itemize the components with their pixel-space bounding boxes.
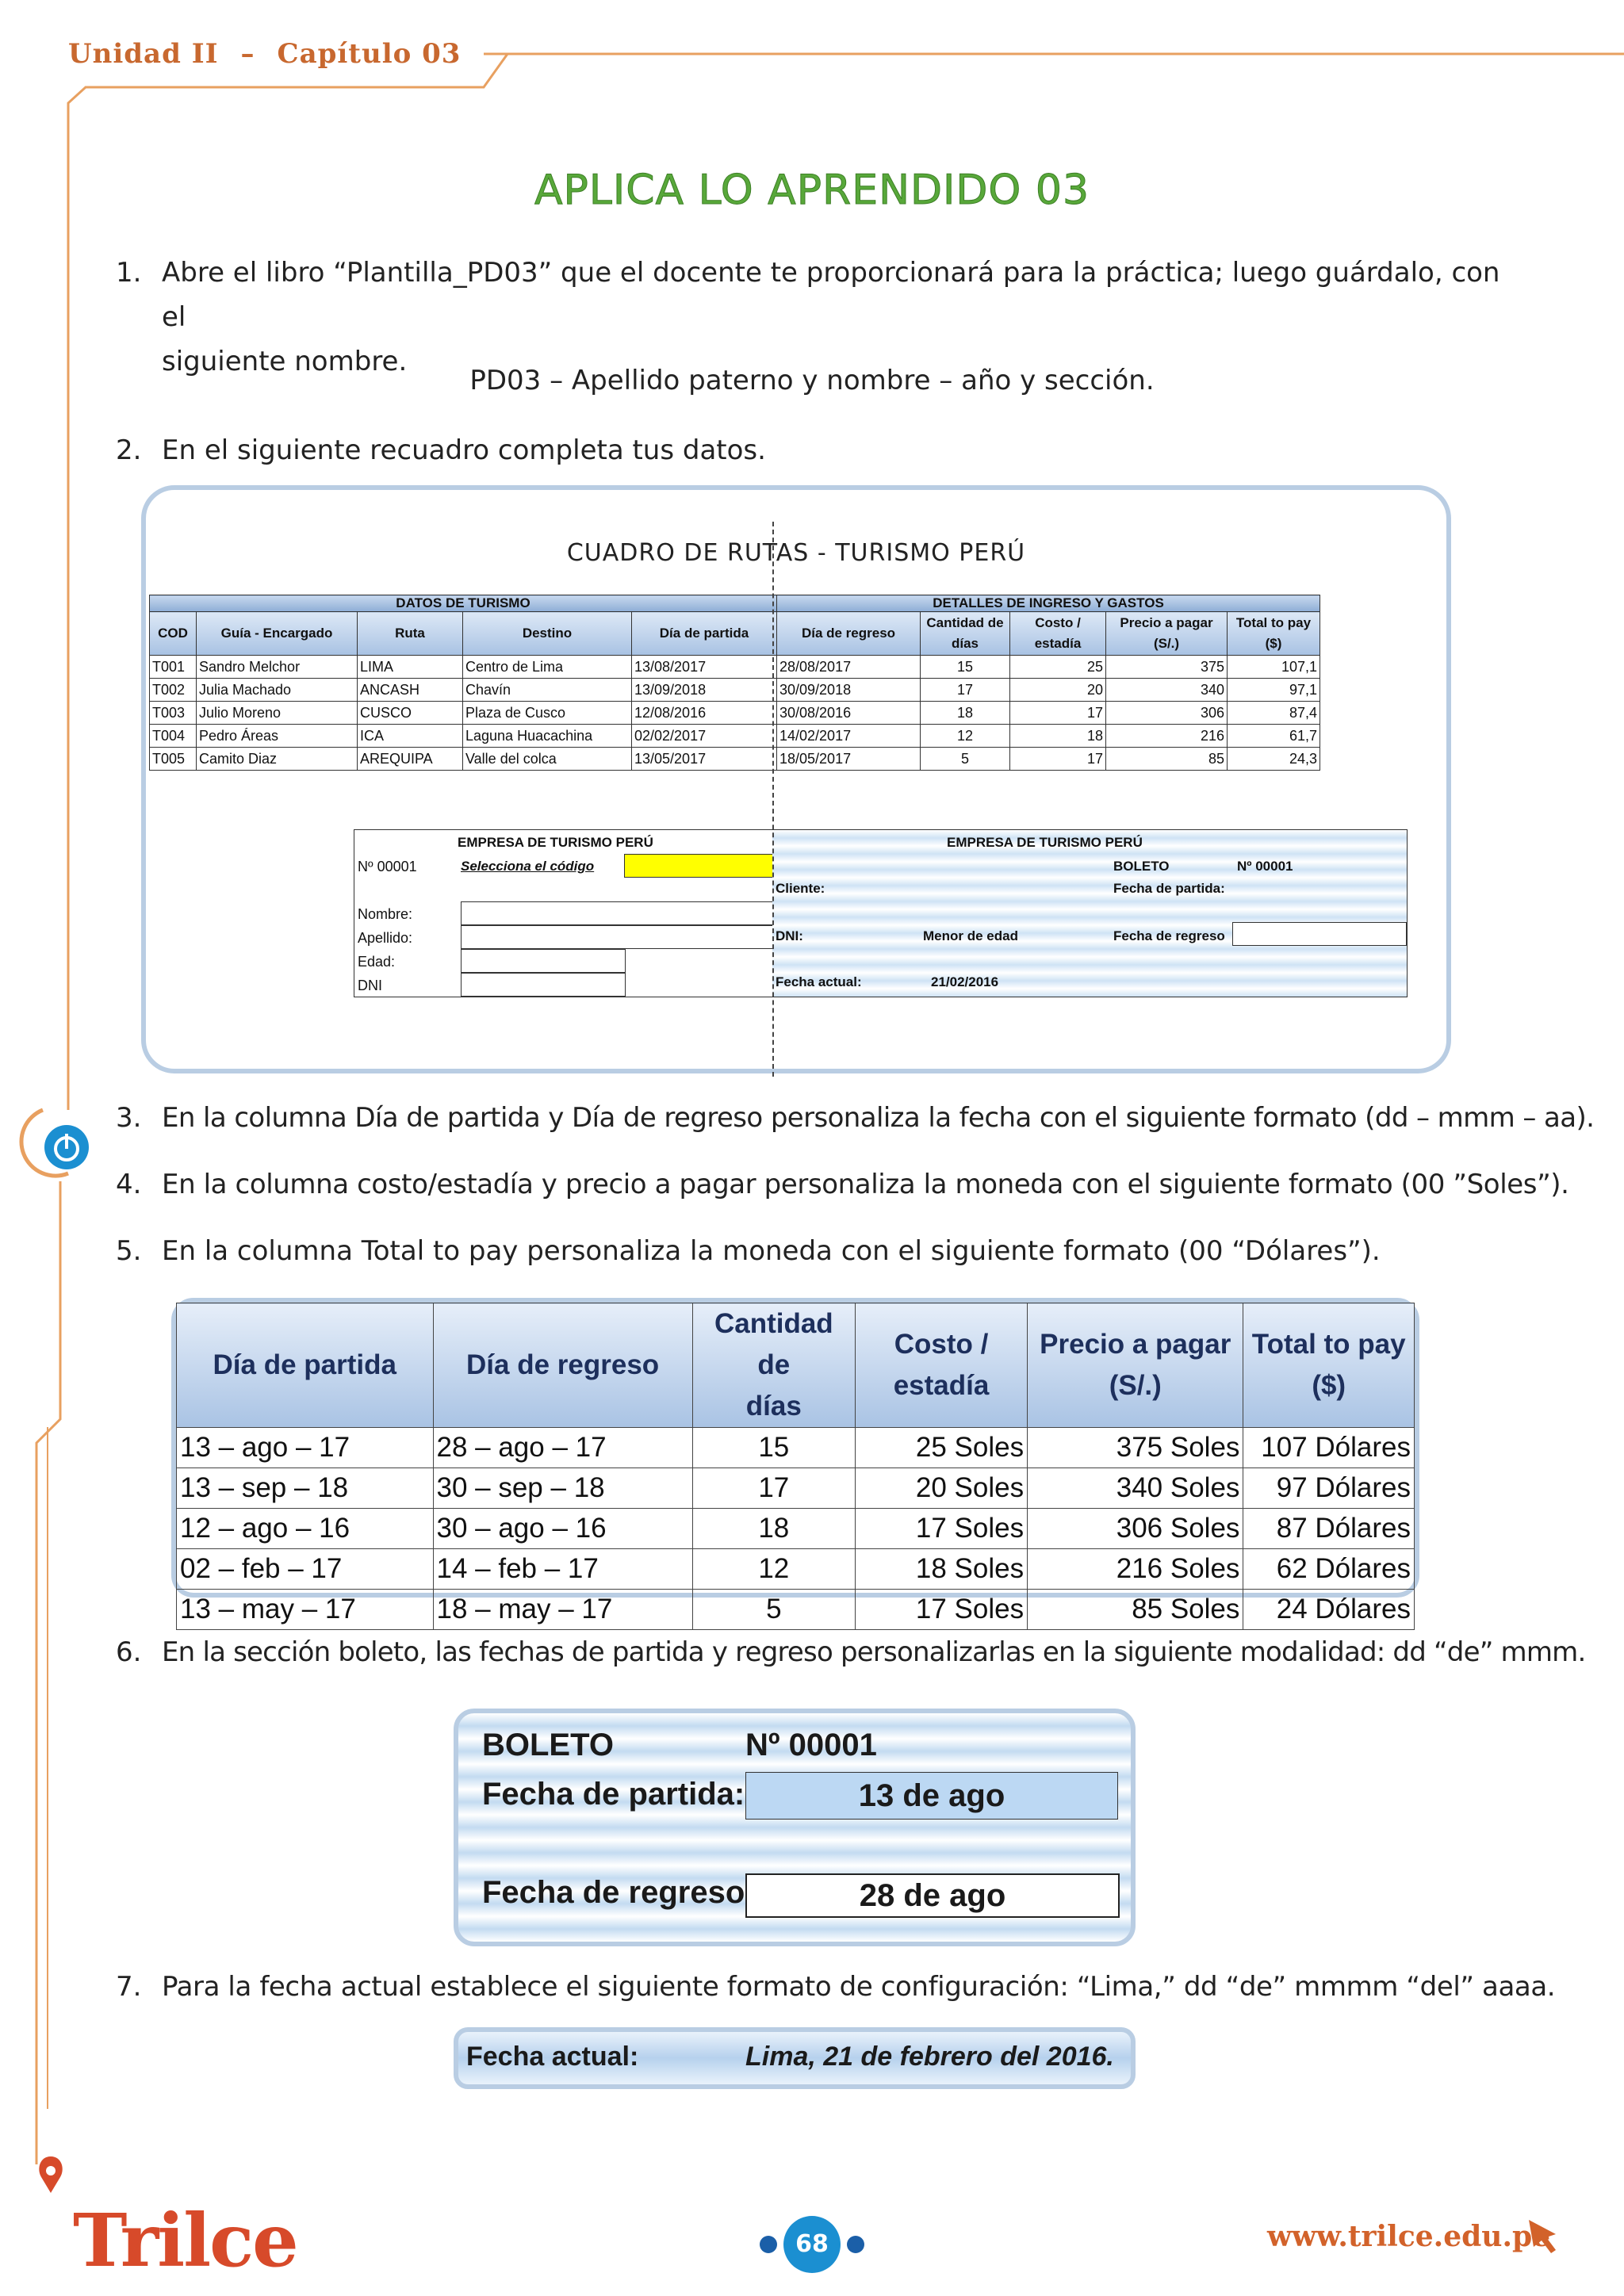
cell: 18 [692,1509,855,1549]
cell: 306 [1106,702,1228,725]
header-separator: – [240,38,255,70]
fecha-actual-example [454,2027,1136,2089]
apellido-label: Apellido: [358,930,413,946]
cell: Valle del colca [463,748,632,771]
col-header: Ruta [358,612,463,656]
routes-table [149,595,1320,771]
page-dot-left [760,2236,777,2253]
cell: 12 [921,725,1010,748]
cell: 02 – feb – 17 [177,1549,434,1590]
fecha-regreso-cell [1232,922,1407,946]
group-header-datos: DATOS DE TURISMO [150,595,777,612]
form-number: Nº 00001 [358,859,417,874]
cell: 87,4 [1228,702,1320,725]
cell: 12 – ago – 16 [177,1509,434,1549]
cell: 12/08/2016 [632,702,777,725]
item-6 [116,1630,1586,1674]
item-number: 6. [116,1636,142,1668]
cell: 15 [921,656,1010,679]
filename-format: PD03 – Apellido paterno y nombre – año y sección. [469,365,1155,396]
col-header: Precio a pagar (S/.) [1106,612,1228,656]
col-header: Cantidad de días [692,1303,855,1428]
cell: Julia Machado [197,679,358,702]
item-number: 4. [116,1169,142,1200]
item-number: 1. [116,257,142,289]
table-row [150,748,1320,771]
cell: 107,1 [1228,656,1320,679]
website-link[interactable]: www.trilce.edu.pe [1267,2220,1551,2253]
item-number: 3. [116,1102,142,1134]
table-row [150,725,1320,748]
table-row [177,1428,1415,1468]
registration-form [354,829,774,997]
cell: 216 [1106,725,1228,748]
col-header: Guía - Encargado [197,612,358,656]
cell: AREQUIPA [358,748,463,771]
chapter-label: Capítulo 03 [277,38,462,70]
cell: 97,1 [1228,679,1320,702]
dni-input[interactable] [461,973,626,997]
cell: 17 [1010,702,1106,725]
cell: 216 Soles [1028,1549,1243,1590]
cell: 18 – may – 17 [433,1590,692,1630]
formatted-dates-table [176,1303,1415,1630]
cell: Julio Moreno [197,702,358,725]
regreso-value: 28 de ago [745,1873,1120,1918]
cell: 12 [692,1549,855,1590]
cell: 14/02/2017 [777,725,921,748]
cell: 107 Dólares [1243,1428,1415,1468]
cell: 18 [921,702,1010,725]
spreadsheet-screenshot [141,485,1451,1073]
cell: Sandro Melchor [197,656,358,679]
cell: 20 Soles [855,1468,1027,1509]
item-number: 2. [116,434,142,466]
item-2 [116,428,766,473]
cell: 18 Soles [855,1549,1027,1590]
col-header: Día de regreso [777,612,921,656]
col-header: Total to pay ($) [1243,1303,1415,1428]
cell: 25 Soles [855,1428,1027,1468]
cell: 5 [692,1590,855,1630]
col-header: Precio a pagar (S/.) [1028,1303,1243,1428]
cell: CUSCO [358,702,463,725]
cell: T003 [150,702,197,725]
ticket-dni-label: DNI: [776,928,803,943]
cell: 28 – ago – 17 [433,1428,692,1468]
cell: 13/08/2017 [632,656,777,679]
cell: Camito Diaz [197,748,358,771]
table-row [177,1468,1415,1509]
page-break-line [772,522,774,1077]
cell: 13/05/2017 [632,748,777,771]
cell: 14 – feb – 17 [433,1549,692,1590]
cell: 61,7 [1228,725,1320,748]
cell: ANCASH [358,679,463,702]
edad-label: Edad: [358,954,396,970]
boleto-label: BOLETO [482,1728,614,1762]
formatted-table [171,1298,1419,1624]
cell: 17 Soles [855,1590,1027,1630]
cell: Plaza de Cusco [463,702,632,725]
cell: 306 Soles [1028,1509,1243,1549]
cell: 30 – ago – 16 [433,1509,692,1549]
col-header: Día de partida [177,1303,434,1428]
dni-label: DNI [358,978,382,993]
item-text-line1: Abre el libro “Plantilla_PD03” que el docente te proporcionará para la práctica; luego guárdalo, con el [162,257,1500,333]
cell: 18/05/2017 [777,748,921,771]
cell: 30 – sep – 18 [433,1468,692,1509]
fecha-value: Lima, 21 de febrero del 2016. [745,2042,1114,2072]
cell: 13 – may – 17 [177,1590,434,1630]
page-title: APLICA LO APRENDIDO 03 [534,166,1090,214]
regreso-label: Fecha de regreso [482,1875,745,1910]
cell: 13 – sep – 18 [177,1468,434,1509]
col-header: Destino [463,612,632,656]
cell: 85 [1106,748,1228,771]
cell: 20 [1010,679,1106,702]
cell: Chavín [463,679,632,702]
item-number: 5. [116,1235,142,1267]
page-dot-right [847,2236,864,2253]
cell: Pedro Áreas [197,725,358,748]
cell: 340 Soles [1028,1468,1243,1509]
cell: 18 [1010,725,1106,748]
apellido-input[interactable] [461,925,773,949]
cell: 30/09/2018 [777,679,921,702]
item-4 [116,1162,1569,1207]
item-text: En la sección boleto, las fechas de partida y regreso personalizarlas en la siguiente modalidad: dd “de” mmm. [162,1636,1586,1668]
col-header: Costo / estadía [1010,612,1106,656]
fecha-actual-label: Fecha actual: [776,974,862,989]
cell: 17 Soles [855,1509,1027,1549]
cell: 375 [1106,656,1228,679]
cliente-label: Cliente: [776,881,825,896]
partida-value: 13 de ago [745,1772,1118,1820]
cell: 17 [692,1468,855,1509]
cell: T004 [150,725,197,748]
partida-label: Fecha de partida: [482,1777,745,1812]
cell: ICA [358,725,463,748]
unit-label: Unidad II [68,38,219,70]
cell: T005 [150,748,197,771]
col-header: Costo / estadía [855,1303,1027,1428]
table-row [150,679,1320,702]
fecha-regreso-label: Fecha de regreso [1113,928,1225,943]
sheet-title: CUADRO DE RUTAS - TURISMO PERÚ [566,539,1026,567]
cell: 30/08/2016 [777,702,921,725]
table-row [177,1509,1415,1549]
col-header: COD [150,612,197,656]
boleto-number: Nº 00001 [745,1728,877,1762]
item-5 [116,1229,1381,1273]
col-header: Día de regreso [433,1303,692,1428]
col-header: Día de partida [632,612,777,656]
cell: 24 Dólares [1243,1590,1415,1630]
col-header: Cantidad de días [921,612,1010,656]
item-number: 7. [116,1971,142,2003]
table-row [150,702,1320,725]
fecha-partida-label: Fecha de partida: [1113,881,1225,896]
cell: LIMA [358,656,463,679]
cell: 02/02/2017 [632,725,777,748]
table-row [177,1549,1415,1590]
item-text: En el siguiente recuadro completa tus datos. [162,434,766,466]
select-code-label: Selecciona el código [461,859,595,874]
ticket-boleto-label: BOLETO [1113,859,1170,874]
cell: T002 [150,679,197,702]
form-company: EMPRESA DE TURISMO PERÚ [458,835,653,850]
chapter-header [68,38,461,70]
trilce-logo: Trilce [73,2198,297,2283]
cell: 17 [1010,748,1106,771]
ticket-preview [772,829,1408,997]
item-3 [116,1096,1595,1140]
item-1 [116,251,1502,384]
cell: 13/09/2018 [632,679,777,702]
cell: 340 [1106,679,1228,702]
cell: 24,3 [1228,748,1320,771]
item-text: En la columna Total to pay personaliza la moneda con el siguiente formato (00 “Dólares”). [162,1235,1381,1267]
cell: 25 [1010,656,1106,679]
item-text: Para la fecha actual establece el siguiente formato de configuración: “Lima,” dd “de” mmmm “del” aaaa. [162,1971,1556,2003]
item-text: En la columna Día de partida y Día de regreso personaliza la fecha con el siguiente formato (dd – mmm – aa). [162,1102,1595,1134]
item-text-line2: siguiente nombre. [162,346,408,377]
cell: T001 [150,656,197,679]
table-row [177,1590,1415,1630]
col-header: Total to pay ($) [1228,612,1320,656]
cell: 87 Dólares [1243,1509,1415,1549]
fecha-label: Fecha actual: [466,2042,639,2072]
cell: Centro de Lima [463,656,632,679]
nombre-label: Nombre: [358,906,413,922]
cell: 13 – ago – 17 [177,1428,434,1468]
cell: 62 Dólares [1243,1549,1415,1590]
menor-edad-label: Menor de edad [923,928,1018,943]
ticket-number: Nº 00001 [1237,859,1293,874]
nombre-input[interactable] [461,901,773,925]
item-7 [116,1965,1556,2009]
cell: 85 Soles [1028,1590,1243,1630]
cell: 15 [692,1428,855,1468]
cell: 375 Soles [1028,1428,1243,1468]
cell: 28/08/2017 [777,656,921,679]
table-row [150,656,1320,679]
edad-input[interactable] [461,949,626,973]
cell: 97 Dólares [1243,1468,1415,1509]
item-text: En la columna costo/estadía y precio a pagar personaliza la moneda con el siguiente formato (00 ”Soles”). [162,1169,1569,1200]
cell: 17 [921,679,1010,702]
boleto-example [454,1709,1136,1946]
ticket-company: EMPRESA DE TURISMO PERÚ [947,835,1143,850]
page-number: 68 [783,2216,841,2273]
group-header-detalles: DETALLES DE INGRESO Y GASTOS [777,595,1320,612]
cell: 5 [921,748,1010,771]
cell: Laguna Huacachina [463,725,632,748]
code-selector[interactable] [624,854,773,878]
fecha-actual-value: 21/02/2016 [931,974,999,989]
